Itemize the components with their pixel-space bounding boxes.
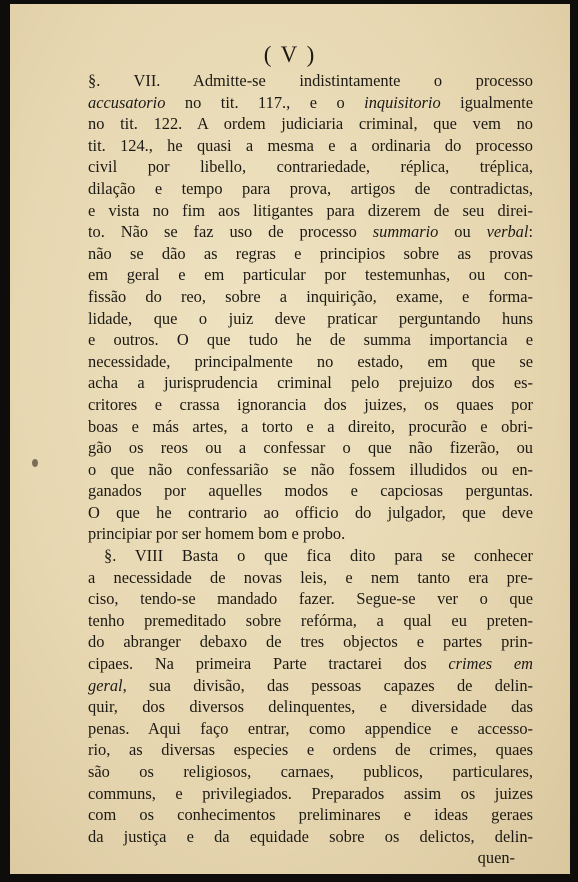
text-segment: ciso, tendo-se mandado fazer. Segue-se ver o que: [88, 589, 533, 609]
text-line: [88, 264, 533, 286]
text-segment: fissão do reo, sobre a inquirição, exame, e forma-: [88, 286, 533, 306]
text-segment: to. Não se faz uso de processo: [88, 222, 373, 242]
text-segment: O que he contrario ao officio do julgador, que deve: [88, 502, 533, 522]
text-line: [88, 394, 533, 416]
text-line: [88, 696, 533, 718]
text-segment: §. VII. Admitte-se indistintamente o processo: [88, 71, 533, 90]
text-line: [88, 156, 533, 178]
text-segment: a necessidade de novas leis, e nem tanto era pre-: [88, 567, 533, 587]
text-line: [88, 437, 533, 459]
text-line: [88, 718, 533, 740]
text-segment: critores e crassa ignorancia dos juizes, os quaes por: [88, 394, 533, 414]
italic-text: inquisitorio: [364, 92, 441, 112]
italic-text: verbal: [486, 222, 529, 242]
text-segment: e outros. O que tudo he de summa importancia e: [88, 330, 533, 350]
text-line: [88, 286, 533, 308]
text-line: [88, 610, 533, 632]
text-segment: ganados por aquelles modos e capciosas perguntas.: [88, 481, 533, 501]
text-segment: do abranger debaxo de tres objectos e partes prin-: [88, 632, 533, 652]
text-segment: acha a jurisprudencia criminal pelo prejuizo dos es-: [88, 373, 533, 393]
italic-text: crimes em: [448, 654, 533, 674]
body-text: [88, 70, 533, 869]
text-line: [88, 761, 533, 783]
text-segment: no tit. 122. A ordem judiciaria criminal, que vem no: [88, 114, 533, 134]
text-line: [88, 588, 533, 610]
text-segment: e vista no fim aos litigantes para dizerem de seu direi-: [88, 200, 533, 220]
text-segment: boas e más artes, a torto e a direito, procurão e obri-: [88, 416, 533, 436]
text-line: [88, 351, 533, 373]
italic-text: geral: [88, 675, 123, 695]
text-segment: dilação e tempo para prova, artigos de contradictas,: [88, 178, 533, 198]
text-segment: cipaes. Na primeira Parte tractarei dos: [88, 654, 449, 674]
text-segment: são os religiosos, carnaes, publicos, particulares,: [88, 762, 533, 781]
italic-text: accusatorio: [88, 92, 166, 112]
text-line: [88, 783, 533, 805]
text-segment: no tit. 117., e o: [165, 92, 365, 112]
text-line: [88, 631, 533, 653]
text-line: [88, 804, 533, 826]
book-page: [10, 4, 570, 874]
text-line: [88, 826, 533, 848]
page-header: ( V ): [263, 42, 317, 67]
text-segment: :: [528, 222, 533, 242]
text-segment: quen-: [477, 848, 515, 868]
text-line: [88, 459, 533, 481]
text-line: [88, 416, 533, 438]
text-line: [88, 567, 533, 589]
text-line: [88, 113, 533, 135]
text-line: [88, 675, 533, 697]
text-line: [88, 545, 533, 567]
text-line: [88, 135, 533, 157]
margin-speck: [32, 459, 38, 467]
text-line: [88, 243, 533, 265]
text-segment: necessidade, principalmente no estado, em que se: [88, 351, 533, 371]
text-line: [88, 70, 533, 92]
text-segment: , sua divisão, das pessoas capazes de delin-: [122, 675, 533, 695]
text-segment: com os conhecimentos preliminares e ideas geraes: [88, 805, 533, 825]
text-segment: communs, e privilegiados. Preparados assim os juizes: [88, 783, 533, 803]
text-segment: ou: [438, 222, 487, 242]
text-segment: o que não confessarião se não fossem illudidos ou en-: [88, 459, 533, 479]
text-line: [88, 221, 533, 243]
text-segment: tit. 124., he quasi a mesma e a ordinaria do processo: [88, 135, 533, 155]
text-segment: em geral e em particular por testemunhas, ou con-: [88, 265, 533, 285]
text-line: [88, 308, 533, 330]
text-segment: civil por libello, contrariedade, réplica, tréplica,: [88, 157, 533, 177]
italic-text: summario: [372, 222, 439, 242]
text-line: [88, 847, 533, 869]
text-line: [88, 200, 533, 222]
text-segment: penas. Aqui faço entrar, como appendice e accesso-: [88, 718, 533, 738]
text-line: [88, 739, 533, 761]
text-segment: rio, as diversas especies e ordens de crimes, quaes: [88, 740, 533, 760]
text-segment: não se dão as regras e principios sobre as provas: [88, 243, 533, 263]
text-segment: §. VIII Basta o que fica dito para se conhecer: [104, 546, 533, 566]
text-line: [88, 372, 533, 394]
text-line: [88, 653, 533, 675]
text-segment: igualmente: [440, 92, 533, 112]
text-segment: principiar por ser homem bom e probo.: [88, 524, 346, 544]
text-segment: da justiça e da equidade sobre os delictos, delin-: [88, 826, 533, 846]
text-segment: lidade, que o juiz deve praticar perguntando huns: [88, 308, 533, 328]
text-segment: quir, dos diversos delinquentes, e diversidade das: [88, 697, 533, 717]
text-line: [88, 502, 533, 524]
text-line: [88, 480, 533, 502]
text-segment: gão os reos ou a confessar o que não fizerão, ou: [88, 438, 533, 458]
text-line: [88, 92, 533, 114]
text-line: [88, 523, 533, 545]
text-line: [88, 329, 533, 351]
text-line: [88, 178, 533, 200]
text-segment: tenho premeditado sobre refórma, a qual eu preten-: [88, 610, 533, 630]
